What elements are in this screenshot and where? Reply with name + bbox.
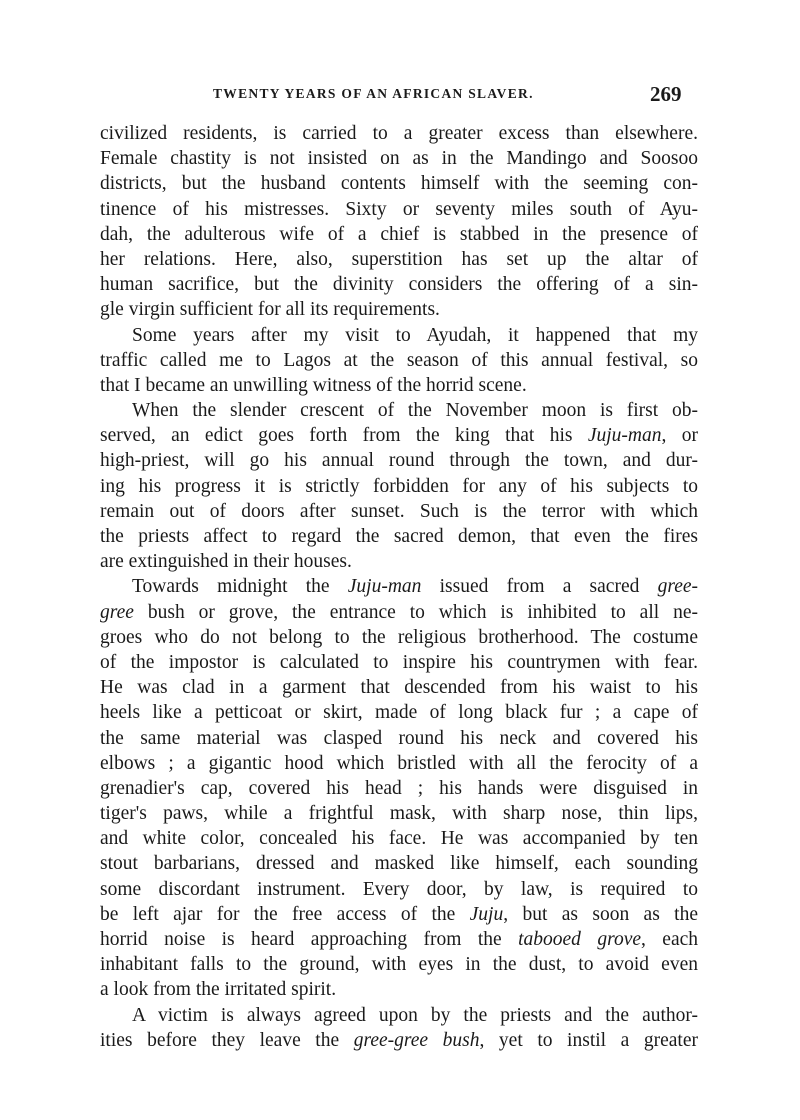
text-line: and white color, concealed his face. He was accompanied by ten xyxy=(100,828,698,850)
text-line: traffic called me to Lagos at the season of this annual festival, so xyxy=(100,349,698,371)
text-line: He was clad in a garment that descended from his waist to his xyxy=(100,677,698,699)
text-line: gle virgin sufficient for all its requirements. xyxy=(100,299,440,321)
running-head xyxy=(0,82,800,112)
text-line: remain out of doors after sunset. Such is the terror with which xyxy=(100,500,698,522)
text-line: are extinguished in their houses. xyxy=(100,551,352,573)
text-line: stout barbarians, dressed and masked like himself, each sounding xyxy=(100,853,698,875)
text-line: ities before they leave the gree-gree bush, yet to instil a greater xyxy=(100,1029,698,1051)
text-line: Female chastity is not insisted on as in the Mandingo and Soosoo xyxy=(100,148,698,170)
page-number: 269 xyxy=(650,82,682,106)
paragraph xyxy=(100,121,698,323)
text-line: tiger's paws, while a frightful mask, with sharp nose, thin lips, xyxy=(100,803,698,825)
text-line: Some years after my visit to Ayudah, it happened that my xyxy=(132,324,698,346)
paragraph xyxy=(100,323,698,399)
text-line: When the slender crescent of the November moon is first ob- xyxy=(132,400,698,422)
text-line: a look from the irritated spirit. xyxy=(100,979,337,1001)
text-line: groes who do not belong to the religious brotherhood. The costume xyxy=(100,626,698,648)
text-line: heels like a petticoat or skirt, made of long black fur ; a cape of xyxy=(100,702,698,724)
text-line: civilized residents, is carried to a greater excess than elsewhere. xyxy=(100,123,698,144)
text-line: some discordant instrument. Every door, by law, is required to xyxy=(100,878,698,900)
text-line: gree bush or grove, the entrance to which is inhibited to all ne- xyxy=(100,601,698,623)
text-line: human sacrifice, but the divinity considers the offering of a sin- xyxy=(100,274,698,296)
text-line: her relations. Here, also, superstition has set up the altar of xyxy=(100,248,698,270)
text-line: inhabitant falls to the ground, with eyes in the dust, to avoid even xyxy=(100,954,698,976)
text-line: of the impostor is calculated to inspire his countrymen with fear. xyxy=(100,651,698,673)
text-line: the priests affect to regard the sacred demon, that even the fires xyxy=(100,526,698,547)
text-line: high-priest, will go his annual round through the town, and dur- xyxy=(100,450,698,472)
text-line: tinence of his mistresses. Sixty or seventy miles south of Ayu- xyxy=(100,198,698,220)
text-line: dah, the adulterous wife of a chief is stabbed in the presence of xyxy=(100,223,698,245)
text-line: be left ajar for the free access of the Juju, but as soon as the xyxy=(100,903,698,925)
text-line: served, an edict goes forth from the king that his Juju-man, or xyxy=(100,425,699,447)
text-line: Towards midnight the Juju-man issued from a sacred gree- xyxy=(132,576,698,598)
running-title: TWENTY YEARS OF AN AFRICAN SLAVER. xyxy=(213,86,534,101)
text-line: districts, but the husband contents himself with the seeming con- xyxy=(100,173,698,195)
text-line: elbows ; a gigantic hood which bristled with all the ferocity of a xyxy=(100,752,698,774)
text-line: A victim is always agreed upon by the priests and the author- xyxy=(132,1004,698,1026)
text-line: horrid noise is heard approaching from the tabooed grove, each xyxy=(100,929,698,950)
paragraph xyxy=(100,574,698,1002)
text-line: that I became an unwilling witness of the horrid scene. xyxy=(100,374,527,396)
paragraph xyxy=(100,1003,698,1053)
paragraph xyxy=(100,398,698,574)
text-line: grenadier's cap, covered his head ; his hands were disguised in xyxy=(100,777,698,799)
body-text xyxy=(100,121,698,1053)
text-line: the same material was clasped round his neck and covered his xyxy=(100,727,698,749)
text-line: ing his progress it is strictly forbidden for any of his subjects to xyxy=(100,475,698,497)
